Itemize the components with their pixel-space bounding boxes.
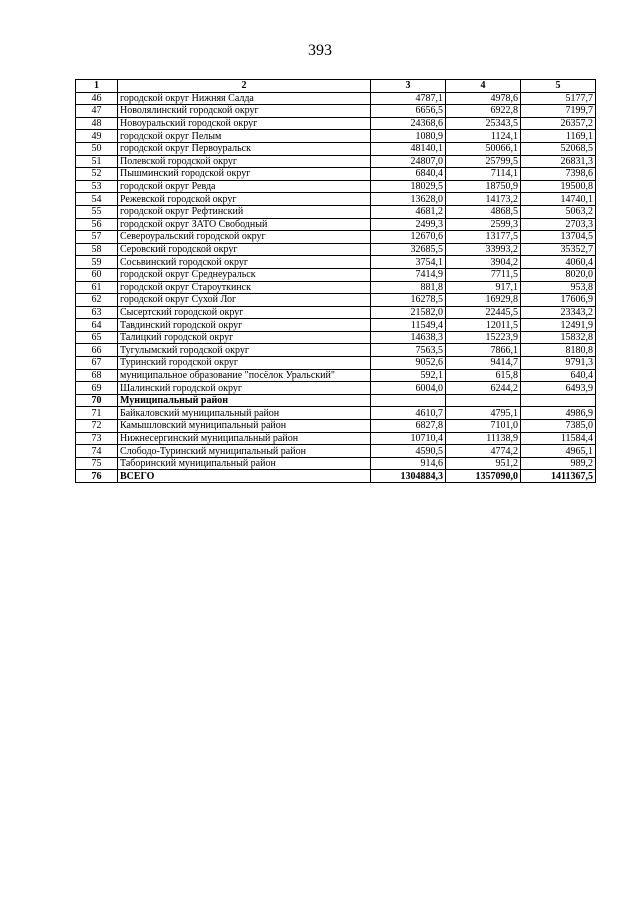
value-col-3: 1080,9 (371, 130, 446, 143)
value-col-4: 18750,9 (446, 180, 521, 193)
table-row (76, 193, 596, 206)
value-col-3: 24368,6 (371, 117, 446, 130)
municipality-name: Таборинский муниципальный район (118, 457, 371, 470)
value-col-4: 3904,2 (446, 256, 521, 269)
municipality-name: городской округ Первоуральск (118, 142, 371, 155)
table-row (76, 142, 596, 155)
value-col-3: 24807,0 (371, 155, 446, 168)
value-col-4: 2599,3 (446, 218, 521, 231)
value-col-5: 7199,7 (521, 105, 596, 118)
municipality-name: городской округ Староуткинск (118, 281, 371, 294)
value-col-5: 17606,9 (521, 294, 596, 307)
value-col-5: 14740,1 (521, 193, 596, 206)
column-header-1: 1 (76, 80, 118, 93)
table-row (76, 256, 596, 269)
value-col-4: 917,1 (446, 281, 521, 294)
value-col-4: 4774,2 (446, 445, 521, 458)
table-row (76, 369, 596, 382)
municipality-name: муниципальное образование "посёлок Уральский" (118, 369, 371, 382)
municipality-name: городской округ Нижняя Салда (118, 92, 371, 105)
value-col-3: 14638,3 (371, 331, 446, 344)
municipality-name: Тугулымский городской округ (118, 344, 371, 357)
value-col-3: 10710,4 (371, 432, 446, 445)
row-number: 65 (76, 331, 118, 344)
table-row (76, 155, 596, 168)
value-col-5: 26831,3 (521, 155, 596, 168)
table-row (76, 331, 596, 344)
table-row (76, 457, 596, 470)
value-col-3: 9052,6 (371, 357, 446, 370)
table-row (76, 357, 596, 370)
value-col-3: 7414,9 (371, 268, 446, 281)
value-col-4: 11138,9 (446, 432, 521, 445)
table-row (76, 407, 596, 420)
value-col-5: 35352,7 (521, 243, 596, 256)
table-row (76, 268, 596, 281)
value-col-4: 25343,5 (446, 117, 521, 130)
municipality-name: Североуральский городской округ (118, 231, 371, 244)
value-col-3: 13628,0 (371, 193, 446, 206)
table-row (76, 130, 596, 143)
value-col-5: 52068,5 (521, 142, 596, 155)
value-col-5: 5177,7 (521, 92, 596, 105)
row-number: 64 (76, 319, 118, 332)
value-col-5: 1169,1 (521, 130, 596, 143)
municipality-name: Талицкий городской округ (118, 331, 371, 344)
row-number: 51 (76, 155, 118, 168)
value-col-5: 23343,2 (521, 306, 596, 319)
value-col-5: 15832,8 (521, 331, 596, 344)
row-number: 73 (76, 432, 118, 445)
value-col-4: 4978,6 (446, 92, 521, 105)
value-col-5: 7385,0 (521, 420, 596, 433)
row-number: 46 (76, 92, 118, 105)
table-header-row (76, 80, 596, 93)
row-number: 75 (76, 457, 118, 470)
municipality-name: Серовский городской округ (118, 243, 371, 256)
table-row (76, 231, 596, 244)
row-number: 53 (76, 180, 118, 193)
municipality-name: Тавдинский городской округ (118, 319, 371, 332)
value-col-3: 6656,5 (371, 105, 446, 118)
table-row (76, 243, 596, 256)
municipality-name: городской округ Сухой Лог (118, 294, 371, 307)
value-col-5: 1411367,5 (521, 470, 596, 483)
value-col-4: 15223,9 (446, 331, 521, 344)
municipality-name: Слободо-Туринский муниципальный район (118, 445, 371, 458)
value-col-5: 19500,8 (521, 180, 596, 193)
table-row (76, 319, 596, 332)
municipality-name: городской округ Среднеуральск (118, 268, 371, 281)
municipality-name: Камышловский муниципальный район (118, 420, 371, 433)
value-col-4: 1357090,0 (446, 470, 521, 483)
municipality-name: Режевской городской округ (118, 193, 371, 206)
value-col-5: 13704,5 (521, 231, 596, 244)
value-col-4: 7711,5 (446, 268, 521, 281)
value-col-3: 6004,0 (371, 382, 446, 395)
column-header-3: 3 (371, 80, 446, 93)
value-col-3: 12670,6 (371, 231, 446, 244)
value-col-3: 3754,1 (371, 256, 446, 269)
value-col-5: 9791,3 (521, 357, 596, 370)
budget-table (75, 79, 596, 483)
row-number: 55 (76, 205, 118, 218)
row-number: 70 (76, 394, 118, 407)
value-col-3: 592,1 (371, 369, 446, 382)
value-col-4: 7114,1 (446, 168, 521, 181)
value-col-3: 914,6 (371, 457, 446, 470)
value-col-3: 11549,4 (371, 319, 446, 332)
value-col-5: 4060,4 (521, 256, 596, 269)
row-number: 69 (76, 382, 118, 395)
municipality-name: городской округ ЗАТО Свободный (118, 218, 371, 231)
row-number: 50 (76, 142, 118, 155)
table-row (76, 205, 596, 218)
value-col-4: 951,2 (446, 457, 521, 470)
column-header-4: 4 (446, 80, 521, 93)
value-col-4: 33993,2 (446, 243, 521, 256)
value-col-4: 14173,2 (446, 193, 521, 206)
table-row (76, 92, 596, 105)
municipality-name: ВСЕГО (118, 470, 371, 483)
row-number: 56 (76, 218, 118, 231)
value-col-4: 12011,5 (446, 319, 521, 332)
value-col-4: 7101,0 (446, 420, 521, 433)
row-number: 74 (76, 445, 118, 458)
value-col-4: 6244,2 (446, 382, 521, 395)
municipality-name: Сысертский городской округ (118, 306, 371, 319)
value-col-4: 16929,8 (446, 294, 521, 307)
municipality-name: Полевской городской округ (118, 155, 371, 168)
value-col-5: 640,4 (521, 369, 596, 382)
table-row (76, 294, 596, 307)
municipality-name: Шалинский городской округ (118, 382, 371, 395)
value-col-4: 7866,1 (446, 344, 521, 357)
row-number: 76 (76, 470, 118, 483)
table-row (76, 281, 596, 294)
table-row (76, 218, 596, 231)
value-col-3: 881,8 (371, 281, 446, 294)
value-col-4: 22445,5 (446, 306, 521, 319)
row-number: 68 (76, 369, 118, 382)
municipality-name: городской округ Рефтинский (118, 205, 371, 218)
value-col-4: 615,8 (446, 369, 521, 382)
value-col-3: 7563,5 (371, 344, 446, 357)
table-row (76, 306, 596, 319)
row-number: 48 (76, 117, 118, 130)
row-number: 52 (76, 168, 118, 181)
table-row (76, 168, 596, 181)
value-col-3: 21582,0 (371, 306, 446, 319)
value-col-5: 11584,4 (521, 432, 596, 445)
municipality-name: Туринский городской округ (118, 357, 371, 370)
value-col-5: 953,8 (521, 281, 596, 294)
table-row (76, 180, 596, 193)
table-row (76, 432, 596, 445)
value-col-3: 16278,5 (371, 294, 446, 307)
municipality-name: городской округ Пелым (118, 130, 371, 143)
row-number: 57 (76, 231, 118, 244)
value-col-5: 12491,9 (521, 319, 596, 332)
value-col-3: 4610,7 (371, 407, 446, 420)
value-col-4 (446, 394, 521, 407)
table-row (76, 105, 596, 118)
value-col-4: 50066,1 (446, 142, 521, 155)
value-col-3: 32685,5 (371, 243, 446, 256)
row-number: 58 (76, 243, 118, 256)
row-number: 67 (76, 357, 118, 370)
row-number: 47 (76, 105, 118, 118)
row-number: 71 (76, 407, 118, 420)
value-col-5 (521, 394, 596, 407)
value-col-5: 8020,0 (521, 268, 596, 281)
row-number: 49 (76, 130, 118, 143)
municipality-name: городской округ Ревда (118, 180, 371, 193)
value-col-3: 2499,3 (371, 218, 446, 231)
row-number: 72 (76, 420, 118, 433)
municipality-name: Новоуральский городской округ (118, 117, 371, 130)
value-col-5: 4965,1 (521, 445, 596, 458)
value-col-5: 5063,2 (521, 205, 596, 218)
table-row (76, 420, 596, 433)
table-body (76, 92, 596, 482)
municipality-name: Нижнесергинский муниципальный район (118, 432, 371, 445)
value-col-5: 7398,6 (521, 168, 596, 181)
value-col-5: 6493,9 (521, 382, 596, 395)
value-col-4: 25799,5 (446, 155, 521, 168)
value-col-5: 989,2 (521, 457, 596, 470)
value-col-3: 6840,4 (371, 168, 446, 181)
value-col-3: 6827,8 (371, 420, 446, 433)
value-col-4: 6922,8 (446, 105, 521, 118)
municipality-name: Пышминский городской округ (118, 168, 371, 181)
municipality-name: Муниципальный район (118, 394, 371, 407)
row-number: 61 (76, 281, 118, 294)
value-col-3: 1304884,3 (371, 470, 446, 483)
table-row (76, 382, 596, 395)
value-col-5: 8180,8 (521, 344, 596, 357)
value-col-3: 4681,2 (371, 205, 446, 218)
row-number: 59 (76, 256, 118, 269)
value-col-5: 26357,2 (521, 117, 596, 130)
value-col-4: 13177,5 (446, 231, 521, 244)
value-col-5: 4986,9 (521, 407, 596, 420)
table-row (76, 344, 596, 357)
value-col-5: 2703,3 (521, 218, 596, 231)
municipality-name: Новолялинский городской округ (118, 105, 371, 118)
value-col-3: 48140,1 (371, 142, 446, 155)
value-col-4: 9414,7 (446, 357, 521, 370)
value-col-3: 4590,5 (371, 445, 446, 458)
row-number: 54 (76, 193, 118, 206)
table-row (76, 394, 596, 407)
table-row (76, 117, 596, 130)
page-number: 393 (308, 42, 332, 59)
value-col-3: 4787,1 (371, 92, 446, 105)
municipality-name: Байкаловский муниципальный район (118, 407, 371, 420)
row-number: 62 (76, 294, 118, 307)
value-col-4: 1124,1 (446, 130, 521, 143)
row-number: 66 (76, 344, 118, 357)
value-col-3 (371, 394, 446, 407)
value-col-4: 4795,1 (446, 407, 521, 420)
table-row (76, 445, 596, 458)
value-col-3: 18029,5 (371, 180, 446, 193)
table-row (76, 470, 596, 483)
row-number: 63 (76, 306, 118, 319)
column-header-2: 2 (118, 80, 371, 93)
value-col-4: 4868,5 (446, 205, 521, 218)
municipality-name: Сосьвинский городской округ (118, 256, 371, 269)
row-number: 60 (76, 268, 118, 281)
column-header-5: 5 (521, 80, 596, 93)
